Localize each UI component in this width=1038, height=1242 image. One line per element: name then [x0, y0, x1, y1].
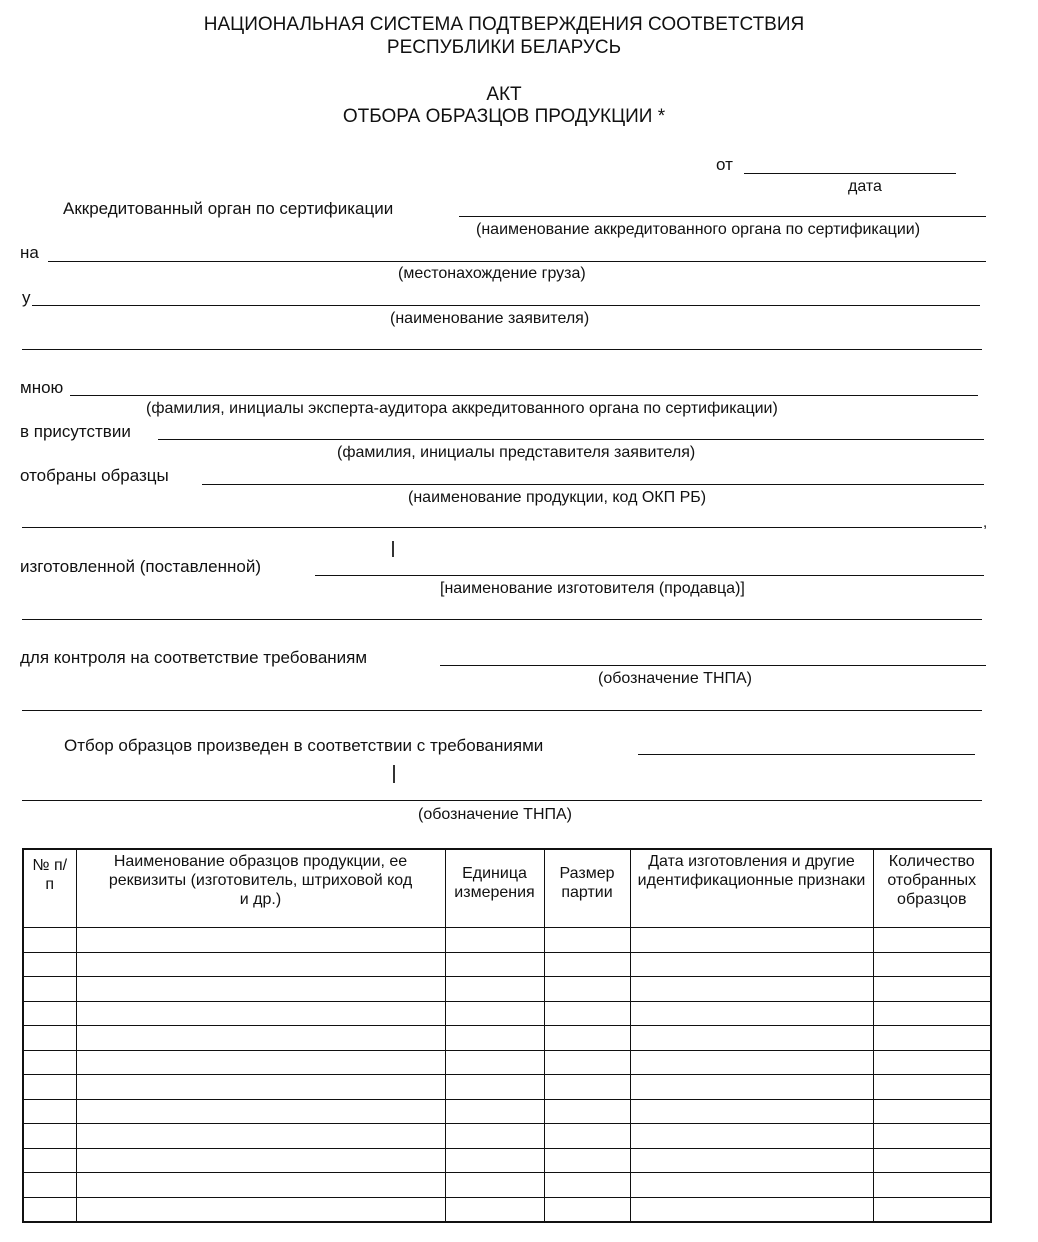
- table-cell[interactable]: [544, 1026, 630, 1051]
- table-cell[interactable]: [23, 1026, 76, 1051]
- table-cell[interactable]: [630, 977, 873, 1002]
- table-cell[interactable]: [76, 952, 445, 977]
- table-cell[interactable]: [23, 1173, 76, 1198]
- table-cell[interactable]: [445, 1099, 544, 1124]
- sampling-caption: (обозначение ТНПА): [418, 806, 573, 823]
- table-cell[interactable]: [23, 1099, 76, 1124]
- table-cell[interactable]: [544, 1148, 630, 1173]
- document-title: ОТБОРА ОБРАЗЦОВ ПРОДУКЦИИ *: [342, 106, 666, 127]
- manufacturer-field-extra[interactable]: [22, 619, 982, 620]
- table-cell[interactable]: [445, 1173, 544, 1198]
- document-type: АКТ: [486, 84, 522, 105]
- table-cell[interactable]: [544, 1173, 630, 1198]
- manufacturer-caption: [наименование изготовителя (продавца)]: [440, 580, 745, 597]
- table-cell[interactable]: [23, 928, 76, 953]
- control-caption: (обозначение ТНПА): [598, 670, 753, 687]
- table-cell[interactable]: [630, 1124, 873, 1149]
- table-cell[interactable]: [544, 1124, 630, 1149]
- table-cell[interactable]: [544, 1099, 630, 1124]
- table-cell[interactable]: [873, 1148, 991, 1173]
- body-caption: (наименование аккредитованного органа по сертификации): [476, 221, 921, 238]
- samples-label: отобраны образцы: [20, 466, 169, 485]
- table-cell[interactable]: [630, 1173, 873, 1198]
- column-header-sample-count: Количество отобранных образцов: [873, 849, 991, 928]
- table-cell[interactable]: [445, 952, 544, 977]
- table-cell[interactable]: [630, 1026, 873, 1051]
- table-cell[interactable]: [76, 1001, 445, 1026]
- table-row: [23, 1001, 991, 1026]
- table-row: [23, 952, 991, 977]
- table-cell[interactable]: [445, 1075, 544, 1100]
- table-cell[interactable]: [76, 1075, 445, 1100]
- table-row: [23, 1099, 991, 1124]
- table-cell[interactable]: [544, 952, 630, 977]
- date-caption: дата: [848, 178, 882, 195]
- table-cell[interactable]: [630, 952, 873, 977]
- table-cell[interactable]: [445, 977, 544, 1002]
- presence-caption: (фамилия, инициалы представителя заявителя): [337, 444, 696, 461]
- table-cell[interactable]: [873, 1075, 991, 1100]
- table-cell[interactable]: [76, 1124, 445, 1149]
- table-cell[interactable]: [445, 1124, 544, 1149]
- table-cell[interactable]: [23, 1148, 76, 1173]
- table-cell[interactable]: [873, 1173, 991, 1198]
- table-row: [23, 977, 991, 1002]
- table-cell[interactable]: [23, 977, 76, 1002]
- samples-field-extra[interactable]: [22, 527, 982, 528]
- manufacturer-field[interactable]: [315, 575, 984, 576]
- table-row: [23, 1148, 991, 1173]
- table-cell[interactable]: [544, 1197, 630, 1222]
- table-cell[interactable]: [76, 1026, 445, 1051]
- table-cell[interactable]: [23, 1001, 76, 1026]
- table-cell[interactable]: [630, 1148, 873, 1173]
- table-row: [23, 928, 991, 953]
- samples-table: [22, 848, 992, 1223]
- table-cell[interactable]: [873, 1099, 991, 1124]
- table-cell[interactable]: [23, 1197, 76, 1222]
- table-cell[interactable]: [873, 1197, 991, 1222]
- table-cell[interactable]: [445, 1197, 544, 1222]
- table-cell[interactable]: [445, 928, 544, 953]
- expert-caption: (фамилия, инициалы эксперта-аудитора аккредитованного органа по сертификации): [146, 400, 778, 417]
- table-row: [23, 1075, 991, 1100]
- sampling-field-extra[interactable]: [22, 800, 982, 801]
- column-header-number: № п/п: [23, 849, 76, 928]
- table-cell[interactable]: [873, 928, 991, 953]
- header-national-system: НАЦИОНАЛЬНАЯ СИСТЕМА ПОДТВЕРЖДЕНИЯ СООТВЕТСТВИЯ: [203, 14, 805, 35]
- table-cell[interactable]: [76, 1197, 445, 1222]
- control-label: для контроля на соответствие требованиям: [20, 648, 368, 667]
- applicant-label: у: [22, 288, 31, 307]
- applicant-caption: (наименование заявителя): [390, 310, 590, 327]
- table-cell[interactable]: [445, 1050, 544, 1075]
- expert-field[interactable]: [70, 395, 978, 396]
- table-row: [23, 1026, 991, 1051]
- table-cell[interactable]: [76, 928, 445, 953]
- table-cell[interactable]: [544, 977, 630, 1002]
- control-field[interactable]: [440, 665, 986, 666]
- table-cell[interactable]: [76, 1148, 445, 1173]
- location-caption: (местонахождение груза): [398, 265, 586, 282]
- applicant-field-extra[interactable]: [22, 349, 982, 350]
- table-cell[interactable]: [23, 1124, 76, 1149]
- table-row: [23, 1050, 991, 1075]
- location-field[interactable]: [48, 261, 986, 262]
- manufacturer-label: изготовленной (поставленной): [20, 557, 261, 576]
- table-cell[interactable]: [23, 1050, 76, 1075]
- presence-field[interactable]: [158, 439, 984, 440]
- date-prefix: от: [716, 155, 733, 174]
- table-cell[interactable]: [76, 977, 445, 1002]
- table-cell[interactable]: [445, 1148, 544, 1173]
- scan-artifact: [393, 765, 395, 783]
- table-row: [23, 1173, 991, 1198]
- column-header-lot-size: Размер партии: [544, 849, 630, 928]
- samples-field[interactable]: [202, 484, 984, 485]
- column-header-unit: Единица измерения: [445, 849, 544, 928]
- sampling-label: Отбор образцов произведен в соответствии с требованиями: [64, 736, 544, 755]
- table-cell[interactable]: [445, 1026, 544, 1051]
- table-cell[interactable]: [544, 1001, 630, 1026]
- table-row: [23, 1124, 991, 1149]
- table-cell[interactable]: [76, 1050, 445, 1075]
- table-cell[interactable]: [630, 1075, 873, 1100]
- table-cell[interactable]: [23, 1075, 76, 1100]
- table-cell[interactable]: [630, 928, 873, 953]
- table-cell[interactable]: [23, 952, 76, 977]
- table-cell[interactable]: [630, 1099, 873, 1124]
- table-row: [23, 1197, 991, 1222]
- sampling-field[interactable]: [638, 754, 975, 755]
- table-header-row: [23, 849, 991, 928]
- column-header-manufacture-date: Дата изготовления и другие идентификационные признаки: [630, 849, 873, 928]
- presence-label: в присутствии: [20, 422, 131, 441]
- samples-caption: (наименование продукции, код ОКП РБ): [408, 489, 707, 506]
- table-cell[interactable]: [630, 1050, 873, 1075]
- table-cell[interactable]: [445, 1001, 544, 1026]
- table-cell[interactable]: [873, 1124, 991, 1149]
- expert-label: мною: [20, 378, 64, 397]
- scan-artifact: [392, 541, 394, 557]
- table-cell[interactable]: [544, 1050, 630, 1075]
- control-field-extra[interactable]: [22, 710, 982, 711]
- header-republic: РЕСПУБЛИКИ БЕЛАРУСЬ: [386, 37, 622, 58]
- table-cell[interactable]: [76, 1099, 445, 1124]
- table-cell[interactable]: [630, 1197, 873, 1222]
- table-cell[interactable]: [873, 1026, 991, 1051]
- column-header-product-name: Наименование образцов продукции, ее реквизиты (изготовитель, штриховой код и др.): [76, 849, 445, 928]
- table-cell[interactable]: [873, 977, 991, 1002]
- body-field[interactable]: [459, 216, 986, 217]
- table-cell[interactable]: [76, 1173, 445, 1198]
- body-label: Аккредитованный орган по сертификации: [63, 199, 394, 218]
- table-cell[interactable]: [873, 1001, 991, 1026]
- location-label: на: [20, 243, 39, 262]
- table-cell[interactable]: [873, 952, 991, 977]
- table-cell[interactable]: [873, 1050, 991, 1075]
- comma-mark: ,: [983, 514, 988, 531]
- date-field[interactable]: [744, 173, 956, 174]
- table-cell[interactable]: [544, 928, 630, 953]
- applicant-field[interactable]: [32, 305, 980, 306]
- table-cell[interactable]: [544, 1075, 630, 1100]
- table-cell[interactable]: [630, 1001, 873, 1026]
